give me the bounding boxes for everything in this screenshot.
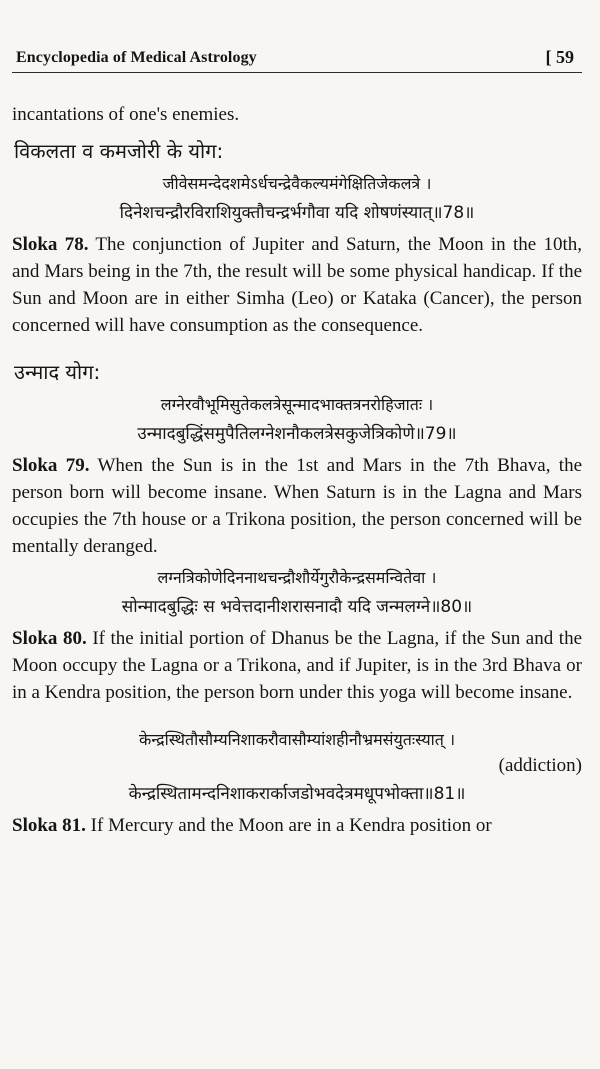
sloka-81-explanation [12, 812, 582, 839]
section-heading-vikalata: विकलता व कमजोरी के योग: [14, 139, 224, 163]
page-number: [ 59 [545, 47, 574, 67]
section-heading-unmad: उन्माद योग: [14, 360, 101, 384]
addiction-note: (addiction) [498, 755, 582, 776]
sloka-79-explanation [12, 452, 582, 560]
sloka-80-line-2: सोन्मादबुद्धिः स भवेत्तदानीशरासनादौ यदि जन्मलग्ने॥80॥ [121, 597, 473, 617]
sloka-81-line-2: केन्द्रस्थितामन्दनिशाकरार्काजडोभवदेत्रमधूपभोक्ता॥81॥ [128, 784, 466, 804]
sloka-78-label: Sloka 78. [12, 234, 89, 255]
sloka-79-label: Sloka 79. [12, 455, 90, 476]
sloka-79-text: When the Sun is in the 1st and Mars in the 7th Bhava, the person born will become insane. When Saturn is in the Lagna and Mars occupies the 7th house or a Trikona position, the person concerned will be mentally deranged. [12, 455, 582, 557]
sloka-80-line-1: लग्नत्रिकोणेदिननाथचन्द्रौशौर्येगुरौकेन्द्रसमन्वितेवा । [157, 568, 437, 587]
book-title: Encyclopedia of Medical Astrology [16, 49, 257, 66]
sloka-78-explanation [12, 231, 582, 339]
sloka-80-explanation [12, 625, 582, 706]
sloka-78-line-1: जीवेसमन्देदशमेऽर्धचन्द्रेवैकल्यमंगेक्षितिजेकलत्रे । [162, 174, 432, 193]
running-header [12, 0, 582, 73]
spacer [12, 339, 582, 349]
sloka-79-line-1: लग्नेरवौभूमिसुतेकलत्रेसून्मादभाक्तत्रनरोहिजातः । [160, 395, 434, 414]
sloka-81-line-1: केन्द्रस्थितौसौम्यनिशाकरौवासौम्यांशहीनौभ्रमसंयुतःस्यात् । [138, 730, 456, 749]
sloka-78-text: The conjunction of Jupiter and Saturn, the Moon in the 10th, and Mars being in the 7th, the result will be some physical handicap. If the Sun and Moon are in either Simha (Leo) or Kataka (Cancer), the person concerned will have consumption as the consequence. [12, 234, 582, 336]
spacer [12, 706, 582, 722]
page-content [12, 73, 582, 839]
sloka-81-text: If Mercury and the Moon are in a Kendra position or [90, 815, 492, 836]
sloka-81-label: Sloka 81. [12, 815, 86, 836]
sloka-80-text: If the initial portion of Dhanus be the Lagna, if the Sun and the Moon occupy the Lagna or a Trikona, and if Jupiter, is in the 3rd Bhava or in a Kendra position, the person born under this yoga will become insane. [12, 628, 583, 703]
continuation-text: incantations of one's enemies. [12, 104, 240, 125]
sloka-78-line-2: दिनेशचन्द्रौरविराशियुक्तौचन्द्रर्भगौवा यदि शोषणंस्यात्॥78॥ [119, 203, 475, 223]
sloka-79-line-2: उन्मादबुद्धिंसमुपैतिलग्नेशनौकलत्रेसकुजेत्रिकोणे॥79॥ [137, 424, 457, 444]
sloka-80-label: Sloka 80. [12, 628, 87, 649]
